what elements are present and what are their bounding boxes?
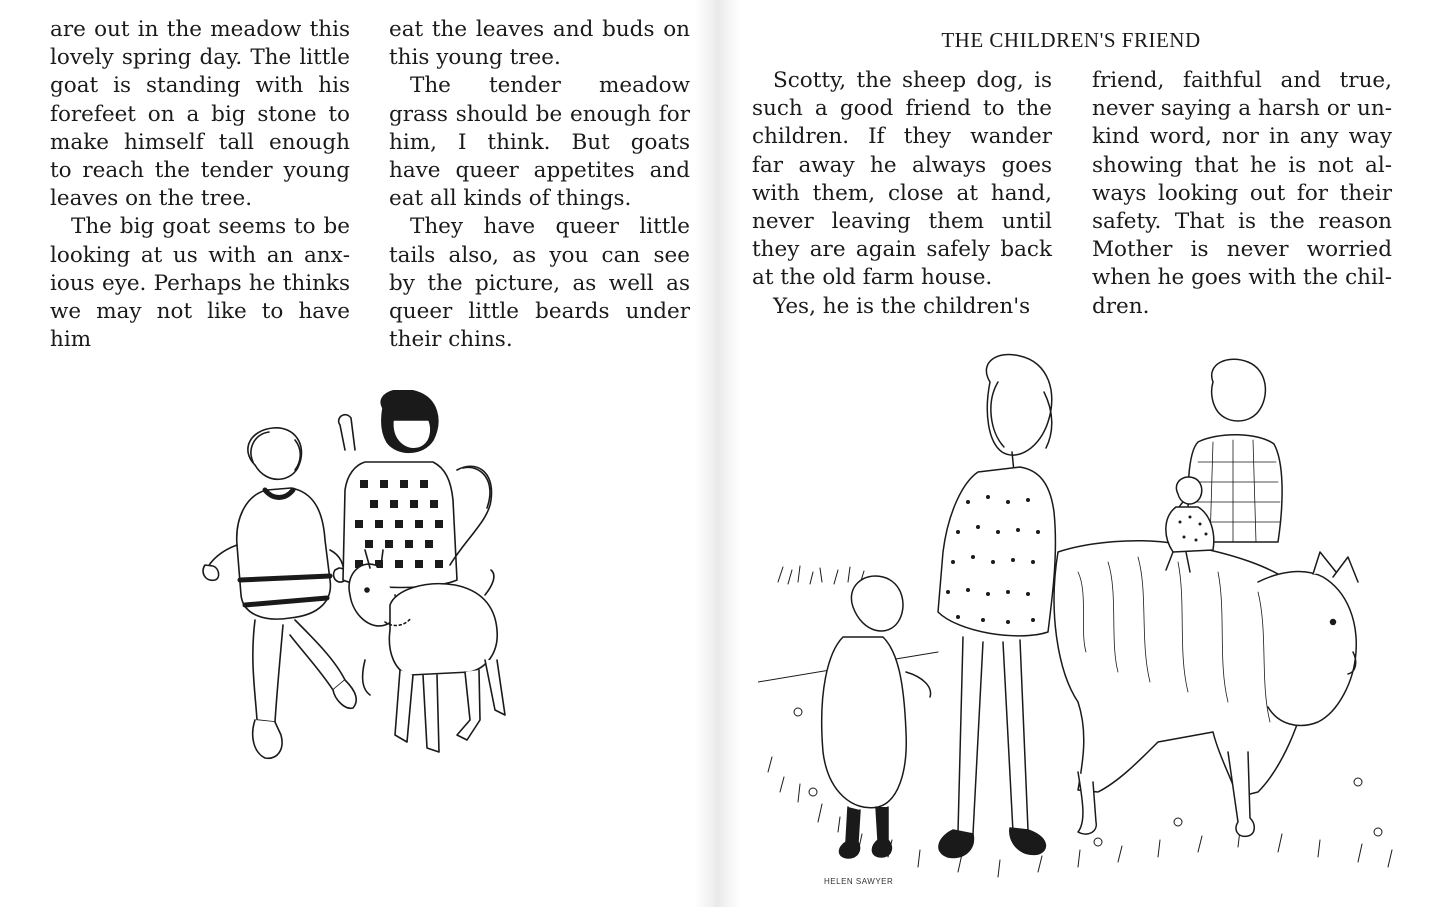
book-gutter: [695, 0, 740, 907]
toddler-figure: [822, 576, 931, 858]
running-child-figure: [203, 428, 356, 758]
paragraph: The tender meadow grass should be enough for him, I think. But goats have queer appetites and eat all kinds of things.: [389, 73, 690, 212]
left-page-column-1: [50, 16, 350, 354]
left-page-column-2: [389, 16, 690, 354]
children-and-collie-illustration: [758, 352, 1398, 897]
children-and-goat-illustration: [195, 390, 525, 790]
right-page-column-1: [752, 67, 1052, 321]
paragraph: friend, faithful and true, never saying a harsh or unkind word, nor in any way showing that he is not always looking out for their safety. That is the reason Mother is never worried when he goes with the children.: [1092, 68, 1392, 319]
illustrator-signature: HELEN SAWYER: [824, 877, 894, 886]
paragraph: They have queer little tails also, as you can see by the picture, as well as queer little beards under their chins.: [389, 214, 690, 353]
right-page-column-2: [1092, 67, 1392, 321]
paragraph: Scotty, the sheep dog, is such a good friend to the children. If they wander far away he always goes with them, close at hand, never leaving them until they are again safely back at the old farm house.: [752, 68, 1052, 291]
paragraph: are out in the meadow this lovely spring day. The little goat is standing with his forefeet on a big stone to make himself tall enough to reach the tender young leaves on the tree.: [50, 17, 350, 212]
paragraph: Yes, he is the children's: [773, 293, 1031, 319]
collie-dog-figure: [1054, 541, 1358, 837]
page-title: THE CHILDREN'S FRIEND: [941, 28, 1201, 52]
paragraph: eat the leaves and buds on this young tree.: [389, 17, 690, 71]
tall-girl-figure: [938, 354, 1055, 857]
paragraph: The big goat seems to be looking at us with an anxious eye. Perhaps he thinks we may not like to have him: [50, 214, 350, 353]
